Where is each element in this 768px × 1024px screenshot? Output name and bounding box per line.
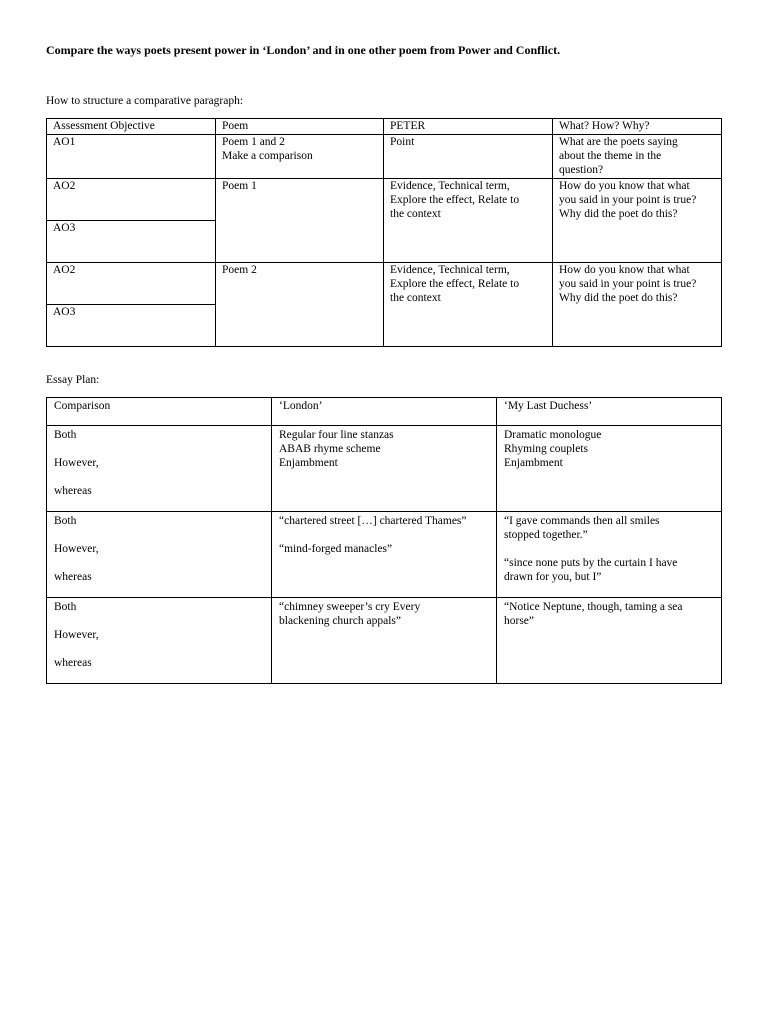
why-cell	[553, 263, 722, 347]
comparison-whereas: whereas	[54, 571, 92, 583]
ao-label: AO2	[53, 264, 76, 276]
why-text: How do you know that what	[559, 264, 690, 276]
ao-label: AO3	[53, 222, 76, 234]
header-comparison: Comparison	[47, 398, 272, 426]
ao-label: AO3	[53, 306, 76, 318]
why-cell	[553, 135, 722, 179]
ao-cell	[47, 179, 216, 221]
comparison-cell	[47, 426, 272, 512]
why-text: question?	[559, 164, 604, 176]
header-assessment-objective: Assessment Objective	[47, 119, 216, 135]
peter-cell	[384, 263, 553, 347]
london-text: ABAB rhyme scheme	[279, 443, 381, 455]
why-text: What are the poets saying	[559, 136, 678, 148]
essay-plan-table	[46, 397, 722, 684]
poem-cell	[216, 263, 384, 347]
table-row	[47, 512, 722, 598]
peter-text: Evidence, Technical term,	[390, 180, 510, 192]
ao-cell	[47, 305, 216, 347]
header-poem: Poem	[216, 119, 384, 135]
why-text: about the theme in the	[559, 150, 662, 162]
why-text: Why did the poet do this?	[559, 208, 678, 220]
poem-text: Make a comparison	[222, 150, 313, 162]
ao-cell	[47, 135, 216, 179]
duchess-cell	[497, 426, 722, 512]
peter-text: the context	[390, 292, 441, 304]
peter-cell	[384, 179, 553, 263]
why-text: Why did the poet do this?	[559, 292, 678, 304]
london-cell	[272, 598, 497, 684]
table-row	[47, 263, 722, 305]
duchess-text: Rhyming couplets	[504, 443, 589, 455]
comparison-cell	[47, 512, 272, 598]
london-quote: “mind-forged manacles”	[279, 543, 393, 555]
duchess-cell	[497, 598, 722, 684]
why-cell	[553, 179, 722, 263]
comparison-cell	[47, 598, 272, 684]
header-peter: PETER	[384, 119, 553, 135]
peter-text: Point	[390, 136, 415, 148]
ao-label: AO2	[53, 180, 76, 192]
duchess-quote: “I gave commands then all smiles	[504, 515, 660, 527]
london-text: Enjambment	[279, 457, 338, 469]
ao-label: AO1	[53, 136, 76, 148]
ao-cell	[47, 263, 216, 305]
peter-text: Explore the effect, Relate to	[390, 278, 520, 290]
header-what-how-why: What? How? Why?	[553, 119, 722, 135]
duchess-quote: “since none puts by the curtain I have	[504, 557, 678, 569]
poem-text: Poem 2	[222, 264, 257, 276]
table-row	[47, 598, 722, 684]
london-quote: “chimney sweeper’s cry Every	[279, 601, 421, 613]
why-text: you said in your point is true?	[559, 194, 697, 206]
ao-cell	[47, 221, 216, 263]
why-text: you said in your point is true?	[559, 278, 697, 290]
comparison-both: Both	[54, 515, 77, 527]
table-row	[47, 426, 722, 512]
structure-caption: How to structure a comparative paragraph:	[46, 95, 244, 107]
plan-caption: Essay Plan:	[46, 374, 100, 386]
comparison-however: However,	[54, 543, 99, 555]
duchess-cell	[497, 512, 722, 598]
duchess-quote: stopped together.”	[504, 529, 588, 541]
peter-text: Evidence, Technical term,	[390, 264, 510, 276]
poem-cell	[216, 135, 384, 179]
duchess-quote: drawn for you, but I”	[504, 571, 602, 583]
header-my-last-duchess: ‘My Last Duchess’	[497, 398, 722, 426]
london-quote: “chartered street […] chartered Thames”	[279, 515, 467, 527]
peter-text: the context	[390, 208, 441, 220]
poem-text: Poem 1 and 2	[222, 136, 285, 148]
poem-cell	[216, 179, 384, 263]
duchess-text: Enjambment	[504, 457, 563, 469]
duchess-quote: horse”	[504, 615, 535, 627]
why-text: How do you know that what	[559, 180, 690, 192]
duchess-text: Dramatic monologue	[504, 429, 602, 441]
structure-table	[46, 118, 722, 347]
table-row	[47, 179, 722, 221]
comparison-however: However,	[54, 629, 99, 641]
table-row	[47, 135, 722, 179]
peter-cell	[384, 135, 553, 179]
london-quote: blackening church appals”	[279, 615, 401, 627]
structure-header-row	[47, 119, 722, 135]
comparison-however: However,	[54, 457, 99, 469]
header-london: ‘London’	[272, 398, 497, 426]
london-cell	[272, 512, 497, 598]
london-text: Regular four line stanzas	[279, 429, 394, 441]
comparison-whereas: whereas	[54, 485, 92, 497]
peter-text: Explore the effect, Relate to	[390, 194, 520, 206]
duchess-quote: “Notice Neptune, though, taming a sea	[504, 601, 683, 613]
london-cell	[272, 426, 497, 512]
page-title: Compare the ways poets present power in ‘London’ and in one other poem from Power and Conflict.	[46, 43, 561, 57]
plan-header-row	[47, 398, 722, 426]
comparison-whereas: whereas	[54, 657, 92, 669]
poem-text: Poem 1	[222, 180, 257, 192]
comparison-both: Both	[54, 429, 77, 441]
comparison-both: Both	[54, 601, 77, 613]
